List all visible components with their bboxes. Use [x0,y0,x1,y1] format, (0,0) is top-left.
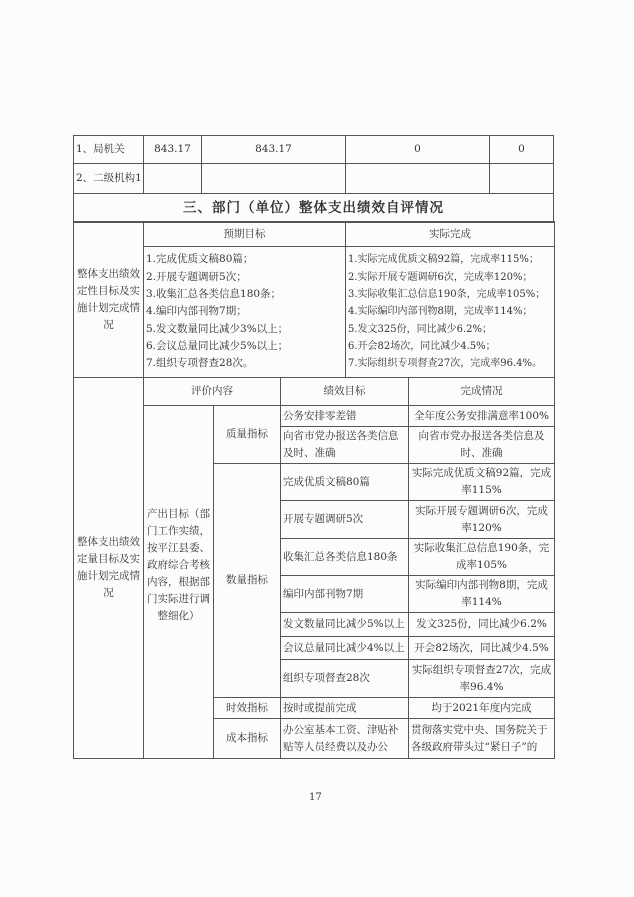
table-row [74,136,554,164]
cell [346,164,490,194]
result-cell: 实际开展专题调研6次，完成率120% [409,501,555,539]
result-cell: 向省市党办报送各类信息及时、准确 [409,427,555,464]
list-item: 2.开展专题调研5次； [146,270,247,283]
actual-header: 实际完成 [346,222,555,247]
target-cell: 公务安排零差错 [281,406,409,427]
list-item: 5.发文数量同比减少3%以上； [146,322,289,335]
list-item: 2.实际开展专题调研6次，完成率120%； [348,271,533,283]
result-cell: 全年度公务安排满意率100% [409,406,555,427]
list-item: 5.发文325份，同比减少6.2%； [348,323,493,335]
result-cell: 发文325份，同比减少6.2% [409,613,555,637]
target-header: 绩效目标 [281,378,409,406]
target-cell: 发文数量同比减少5%以上 [281,613,409,637]
cost-label: 成本指标 [214,719,281,759]
target-cell: 会议总量同比减少4%以上 [281,637,409,660]
cell [202,164,346,194]
table-row [74,164,554,194]
target-cell: 办公室基本工资、津贴补贴等人员经费以及办公 [281,719,409,759]
list-item: 6.开会82场次，同比减少4.5%； [348,340,496,352]
result-cell: 贯彻落实党中央、国务院关于各级政府带头过“紧日子”的 [409,719,555,759]
target-cell: 开展专题调研5次 [281,501,409,539]
result-cell: 实际完成优质文稿92篇，完成率115% [409,464,555,501]
list-item: 3.收集汇总各类信息180条； [146,288,282,301]
target-cell: 完成优质文稿80篇 [281,464,409,501]
section-title: 三、部门（单位）整体支出绩效自评情况 [74,194,554,223]
list-item: 7.实际组织专项督查27次，完成率96.4%。 [348,358,543,370]
cell [490,164,554,194]
output-goal: 产出目标（部门工作实绩，按平江县委、政府综合考核内容，根据部门实际进行调整细化） [144,406,214,759]
actual-list [346,247,555,378]
target-cell: 收集汇总各类信息180条 [281,539,409,576]
timeliness-label: 时效指标 [214,698,281,719]
quantity-label: 数量指标 [214,464,281,698]
quantitative-label: 整体支出绩效定量目标及实施计划完成情况 [74,378,144,759]
qualitative-table [73,221,555,378]
page-number: 17 [309,792,322,803]
quality-label: 质量指标 [214,406,281,464]
result-header: 完成情况 [409,378,555,406]
target-cell: 编印内部刊物7期 [281,576,409,613]
cell: 0 [490,136,554,164]
content-header: 评价内容 [144,378,281,406]
result-cell: 均于2021年度内完成 [409,698,555,719]
list-item: 3.实际收集汇总信息190条，完成率105%； [348,289,546,301]
list-item: 1.完成优质文稿80篇； [146,253,254,266]
expected-list [144,247,346,378]
qualitative-label: 整体支出绩效定性目标及实施计划完成情况 [74,222,144,378]
list-item: 1.实际完成优质文稿92篇，完成率115%； [348,254,539,266]
cell: 843.17 [202,136,346,164]
list-item: 7.组织专项督查28次。 [146,357,254,370]
target-cell: 组织专项督查28次 [281,660,409,698]
target-cell: 向省市党办报送各类信息及时、准确 [281,427,409,464]
list-item: 4.实际编印内部刊物8期，完成率114%； [348,306,533,318]
cell [144,164,202,194]
result-cell: 实际编印内部刊物8期，完成率114% [409,576,555,613]
row-name: 2、二级机构1 [74,164,144,194]
budget-table [73,135,554,223]
result-cell: 实际收集汇总信息190条，完成率105% [409,539,555,576]
result-cell: 实际组织专项督查27次，完成率96.4% [409,660,555,698]
quantitative-table [73,377,555,759]
target-cell: 按时或提前完成 [281,698,409,719]
list-item: 4.编印内部刊物7期； [146,305,247,318]
expected-header: 预期目标 [144,222,346,247]
result-cell: 开会82场次，同比减少4.5% [409,637,555,660]
row-name: 1、局机关 [74,136,144,164]
cell: 0 [346,136,490,164]
list-item: 6.会议总量同比减少5%以上； [146,339,289,352]
cell: 843.17 [144,136,202,164]
